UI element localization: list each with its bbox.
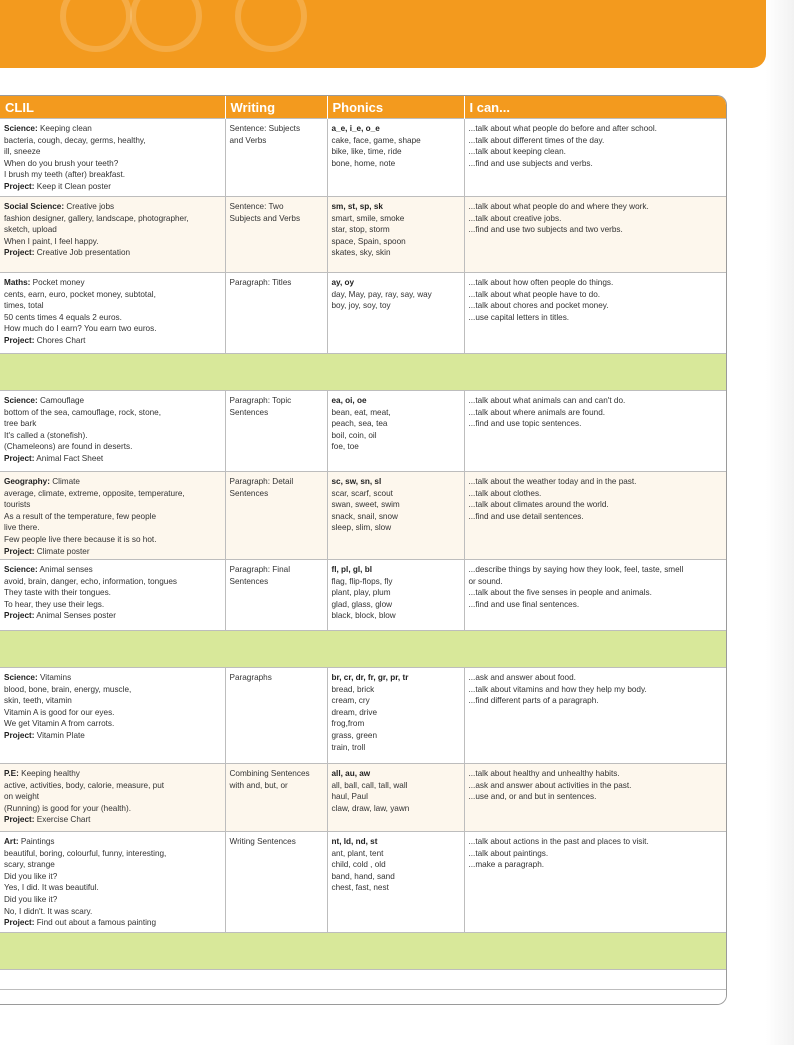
clil-line: average, climate, extreme, opposite, temperature, (4, 488, 185, 498)
band-cell (0, 354, 726, 391)
ican-line: ...talk about what people have to do. (468, 289, 601, 299)
cell-clil (0, 764, 225, 832)
cell-clil (0, 197, 225, 273)
clil-subject-label: Project: (4, 248, 35, 258)
cell-clil (0, 273, 225, 354)
cell-phonics (327, 764, 464, 832)
clil-line: Project: Keep it Clean poster (4, 181, 111, 191)
band-cell (0, 631, 726, 668)
phonics-words: peach, sea, tea (331, 419, 388, 429)
clil-line: tourists (4, 500, 31, 510)
clil-line: skin, teeth, vitamin (4, 696, 72, 706)
cell-writing (225, 668, 327, 764)
ican-line: ...talk about keeping clean. (468, 147, 566, 157)
clil-line: cents, earn, euro, pocket money, subtotal, (4, 289, 156, 299)
clil-subject-label: Art: (4, 837, 19, 846)
cell-phonics (327, 832, 464, 933)
phonics-words: all, ball, call, tall, wall (331, 780, 408, 790)
ican-line: ...talk about what people do and where they work. (468, 202, 649, 211)
clil-line: No, I didn't. It was scary. (4, 906, 93, 916)
clil-subject-label: Project: (4, 611, 35, 621)
cell-ican (464, 472, 726, 560)
clil-line: bottom of the sea, camouflage, rock, stone, (4, 407, 162, 417)
clil-subject-label: Project: (4, 815, 35, 825)
phonics-words: band, hand, sand (331, 871, 395, 881)
ican-line: ...find and use detail sentences. (468, 511, 584, 521)
ican-line: ...talk about climates around the world. (468, 500, 609, 510)
ican-line: ...talk about clothes. (468, 488, 542, 498)
cell-clil (0, 668, 225, 764)
ican-line: ...talk about paintings. (468, 848, 549, 858)
page-edge (766, 0, 794, 1045)
header-phonics: Phonics (327, 96, 464, 119)
cell-clil (0, 119, 225, 197)
band-cell (0, 933, 726, 970)
clil-line: Project: Animal Senses poster (4, 611, 116, 621)
ican-line: ...talk about how often people do things. (468, 278, 614, 287)
ican-line: ...talk about different times of the day. (468, 135, 605, 145)
phonics-sounds: br, cr, dr, fr, gr, pr, tr (331, 673, 409, 682)
cell-writing (225, 472, 327, 560)
phonics-words: day, May, pay, ray, say, way (331, 289, 432, 299)
writing-line: and Verbs (229, 135, 267, 145)
clil-line: Project: Find out about a famous painting (4, 918, 157, 928)
phonics-words: space, Spain, spoon (331, 236, 406, 246)
ican-line: ...talk about vitamins and how they help my body. (468, 684, 647, 694)
clil-subject-label: Geography: (4, 477, 50, 486)
ican-line: ...find different parts of a paragraph. (468, 696, 599, 706)
writing-line: Paragraph: Final (229, 565, 291, 574)
phonics-sounds: ay, oy (331, 278, 355, 287)
clil-line: I brush my teeth (after) breakfast. (4, 170, 126, 180)
table-header-row (0, 96, 726, 119)
phonics-words: boil, coin, oil (331, 430, 377, 440)
clil-line: sketch, upload (4, 225, 57, 235)
cell-phonics (327, 197, 464, 273)
phonics-words: bike, like, time, ride (331, 147, 402, 157)
phonics-words: bread, brick (331, 684, 375, 694)
phonics-words: haul, Paul (331, 792, 368, 802)
phonics-words: skates, sky, skin (331, 248, 391, 258)
ican-line: ...use capital letters in titles. (468, 312, 570, 322)
clil-line: Maths: Pocket money (4, 278, 85, 287)
ican-line: ...talk about the five senses in people and animals. (468, 588, 652, 598)
phonics-sounds: all, au, aw (331, 769, 371, 778)
clil-line: active, activities, body, calorie, measure, put (4, 780, 165, 790)
cell-clil (0, 560, 225, 631)
clil-line: beautiful, boring, colourful, funny, interesting, (4, 848, 167, 858)
cell-ican (464, 119, 726, 197)
phonics-words: scar, scarf, scout (331, 488, 393, 498)
ican-line: ...talk about what people do before and after school. (468, 124, 657, 133)
clil-line: Vitamin A is good for our eyes. (4, 707, 115, 717)
clil-subject-label: Project: (4, 918, 35, 928)
clil-line: fashion designer, gallery, landscape, photographer, (4, 213, 189, 223)
header-ican: I can... (464, 96, 726, 119)
cell-phonics (327, 668, 464, 764)
phonics-words: train, troll (331, 742, 366, 752)
cell-writing (225, 832, 327, 933)
phonics-words: ant, plant, tent (331, 848, 384, 858)
cell-clil (0, 832, 225, 933)
clil-line: avoid, brain, danger, echo, information, tongues (4, 576, 177, 586)
ican-line: ...find and use final sentences. (468, 599, 580, 609)
globe-icon (60, 0, 132, 52)
clil-line: Project: Exercise Chart (4, 815, 91, 825)
clil-line: ill, sneeze (4, 147, 41, 157)
clil-line: Science: Vitamins (4, 673, 72, 682)
phonics-words: cream, cry (331, 696, 370, 706)
cell-clil (0, 472, 225, 560)
review-band (0, 933, 726, 970)
table-row (0, 560, 726, 631)
phonics-words: flag, flip-flops, fly (331, 576, 393, 586)
ican-line: ...talk about what animals can and can't do. (468, 396, 626, 405)
writing-line: Paragraphs (229, 673, 272, 682)
phonics-sounds: fl, pl, gl, bl (331, 565, 372, 574)
table-row (0, 472, 726, 560)
cell-phonics (327, 472, 464, 560)
cell-phonics (327, 560, 464, 631)
clil-line: on weight (4, 792, 40, 802)
phonics-sounds: ea, oi, oe (331, 396, 367, 405)
clil-subject-label: Project: (4, 453, 35, 463)
cell-ican (464, 560, 726, 631)
clil-line: tree bark (4, 419, 37, 429)
writing-line: Paragraph: Topic (229, 396, 292, 405)
clil-line: When I paint, I feel happy. (4, 236, 99, 246)
phonics-words: bone, home, note (331, 158, 396, 168)
clil-line: Did you like it? (4, 894, 58, 904)
writing-line: Writing Sentences (229, 837, 296, 846)
clil-line: Project: Climate poster (4, 546, 90, 556)
phonics-words: chest, fast, nest (331, 883, 389, 893)
clil-subject-label: Science: (4, 565, 38, 574)
cell-clil (0, 391, 225, 472)
ican-line: or sound. (468, 576, 503, 586)
cell-writing (225, 197, 327, 273)
clil-line: Project: Chores Chart (4, 335, 86, 345)
cell-phonics (327, 273, 464, 354)
ican-line: ...find and use topic sentences. (468, 419, 582, 429)
ican-line: ...talk about actions in the past and places to visit. (468, 837, 649, 846)
cell-writing (225, 560, 327, 631)
writing-line: Paragraph: Detail (229, 477, 294, 486)
phonics-words: snack, snail, snow (331, 511, 398, 521)
phonics-words: glad, glass, glow (331, 599, 393, 609)
cell-ican (464, 273, 726, 354)
phonics-words: boy, joy, soy, toy (331, 301, 391, 311)
table-row (0, 668, 726, 764)
table-row (0, 764, 726, 832)
writing-line: Sentence: Two (229, 202, 284, 211)
clil-subject-label: P.E: (4, 769, 19, 778)
review-band (0, 354, 726, 391)
clil-line: They taste with their tongues. (4, 588, 111, 598)
clil-subject-label: Project: (4, 546, 35, 556)
clil-line: Project: Animal Fact Sheet (4, 453, 104, 463)
header-writing: Writing (225, 96, 327, 119)
clil-line: P.E: Keeping healthy (4, 769, 80, 778)
phonics-sounds: sc, sw, sn, sl (331, 477, 382, 486)
cell-writing (225, 273, 327, 354)
review-band (0, 631, 726, 668)
ican-line: ...talk about the weather today and in the past. (468, 477, 637, 486)
cell-ican (464, 391, 726, 472)
phonics-sounds: nt, ld, nd, st (331, 837, 378, 846)
cell-ican (464, 764, 726, 832)
clil-line: Social Science: Creative jobs (4, 202, 115, 211)
cell-ican (464, 668, 726, 764)
ican-line: ...talk about chores and pocket money. (468, 301, 609, 311)
clil-line: (Running) is good for your (health). (4, 803, 131, 813)
cell-ican (464, 197, 726, 273)
ican-line: ...ask and answer about food. (468, 673, 576, 682)
cell-ican (464, 832, 726, 933)
ican-line: ...make a paragraph. (468, 860, 545, 870)
writing-line: Sentences (229, 488, 269, 498)
phonics-words: cake, face, game, shape (331, 135, 421, 145)
clil-line: scary, strange (4, 860, 55, 870)
blank-row (0, 970, 726, 990)
phonics-words: swan, sweet, swim (331, 500, 400, 510)
phonics-words: dream, drive (331, 707, 378, 717)
clil-subject-label: Science: (4, 673, 38, 682)
cell-writing (225, 391, 327, 472)
clil-subject-label: Project: (4, 730, 35, 740)
phonics-words: plant, play, plum (331, 588, 391, 598)
clil-line: live there. (4, 523, 40, 533)
blank-cell (0, 990, 726, 1006)
table-row (0, 832, 726, 933)
clil-line: Did you like it? (4, 871, 58, 881)
ican-line: ...ask and answer about activities in the past. (468, 780, 632, 790)
phonics-words: smart, smile, smoke (331, 213, 405, 223)
table-row (0, 273, 726, 354)
phonics-words: bean, eat, meat, (331, 407, 391, 417)
phonics-words: foe, toe (331, 442, 359, 452)
blank-row (0, 990, 726, 1006)
clil-subject-label: Social Science: (4, 202, 65, 211)
globe-icon (235, 0, 307, 52)
clil-line: As a result of the temperature, few people (4, 511, 157, 521)
table-row (0, 197, 726, 273)
writing-line: Combining Sentences (229, 769, 310, 778)
cell-writing (225, 764, 327, 832)
phonics-words: black, block, blow (331, 611, 396, 621)
writing-line: Subjects and Verbs (229, 213, 301, 223)
clil-line: Geography: Climate (4, 477, 80, 486)
ican-line: ...describe things by saying how they look, feel, taste, smell (468, 565, 684, 574)
clil-subject-label: Project: (4, 335, 35, 345)
writing-line: with and, but, or (229, 780, 288, 790)
clil-line: Science: Camouflage (4, 396, 85, 405)
phonics-words: frog,from (331, 719, 365, 729)
phonics-sounds: a_e, i_e, o_e (331, 124, 380, 133)
clil-line: How much do I earn? You earn two euros. (4, 324, 157, 334)
phonics-words: sleep, slim, slow (331, 523, 392, 533)
clil-line: Science: Animal senses (4, 565, 93, 574)
writing-line: Sentences (229, 407, 269, 417)
top-banner (0, 0, 766, 68)
blank-cell (0, 970, 726, 990)
phonics-words: grass, green (331, 730, 378, 740)
clil-line: (Chameleons) are found in deserts. (4, 442, 133, 452)
phonics-sounds: sm, st, sp, sk (331, 202, 383, 211)
clil-subject-label: Maths: (4, 278, 31, 287)
clil-subject-label: Project: (4, 181, 35, 191)
phonics-words: star, stop, storm (331, 225, 390, 235)
cell-writing (225, 119, 327, 197)
ican-line: ...find and use subjects and verbs. (468, 158, 593, 168)
clil-line: It's called a (stonefish). (4, 430, 88, 440)
writing-line: Paragraph: Titles (229, 278, 292, 287)
cell-phonics (327, 391, 464, 472)
clil-line: blood, bone, brain, energy, muscle, (4, 684, 132, 694)
writing-line: Sentences (229, 576, 269, 586)
clil-line: Few people live there because it is so hot. (4, 534, 157, 544)
phonics-words: child, cold , old (331, 860, 386, 870)
cell-phonics (327, 119, 464, 197)
clil-subject-label: Science: (4, 124, 38, 133)
header-clil: CLIL (0, 96, 225, 119)
ican-line: ...talk about healthy and unhealthy habits. (468, 769, 620, 778)
clil-line: 50 cents times 4 equals 2 euros. (4, 312, 122, 322)
writing-line: Sentence: Subjects (229, 124, 301, 133)
clil-line: When do you brush your teeth? (4, 158, 119, 168)
table-row (0, 119, 726, 197)
clil-line: bacteria, cough, decay, germs, healthy, (4, 135, 146, 145)
clil-line: We get Vitamin A from carrots. (4, 719, 115, 729)
ican-line: ...use and, or and but in sentences. (468, 792, 597, 802)
clil-line: Science: Keeping clean (4, 124, 92, 133)
syllabus-table (0, 95, 727, 1005)
ican-line: ...talk about where animals are found. (468, 407, 606, 417)
clil-line: Art: Paintings (4, 837, 55, 846)
clil-line: Project: Vitamin Plate (4, 730, 85, 740)
clil-line: Yes, I did. It was beautiful. (4, 883, 99, 893)
ican-line: ...talk about creative jobs. (468, 213, 562, 223)
ican-line: ...find and use two subjects and two verbs. (468, 225, 623, 235)
clil-line: To hear, they use their legs. (4, 599, 105, 609)
clil-subject-label: Science: (4, 396, 38, 405)
table-row (0, 391, 726, 472)
clil-line: times, total (4, 301, 44, 311)
globe-icon (130, 0, 202, 52)
clil-line: Project: Creative Job presentation (4, 248, 131, 258)
phonics-words: claw, draw, law, yawn (331, 803, 410, 813)
